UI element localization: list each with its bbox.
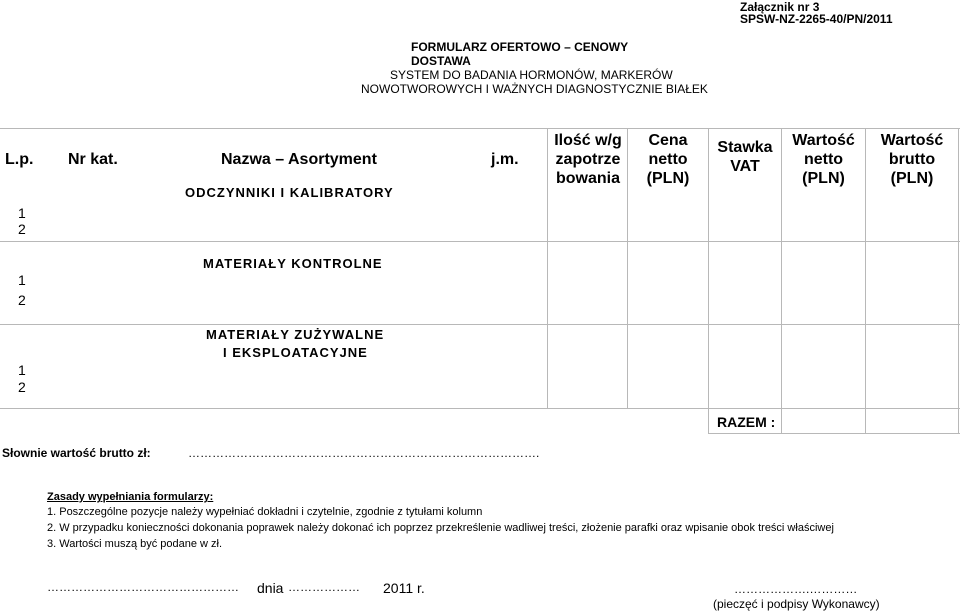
header-ilosc (549, 131, 627, 188)
grid-line (0, 128, 960, 129)
row-number: 2 (18, 221, 26, 237)
rules-item: 2. W przypadku konieczności dokonania poprawek należy dokonać ich poprzez przekreślenie wadliwej treści, złożenie parafki oraz wpisanie obok treści właściwej (47, 522, 834, 534)
rules-item: 3. Wartości muszą być podane w zł. (47, 538, 223, 550)
header-netto-line2: netto (803, 151, 844, 168)
form-title: FORMULARZ OFERTOWO – CENOWY (411, 40, 629, 54)
header-cena-line1: Cena (648, 132, 688, 149)
header-brutto-line2: brutto (888, 151, 936, 168)
total-label: RAZEM : (717, 414, 776, 430)
grid-line (0, 324, 960, 325)
grid-line (958, 128, 959, 434)
header-vat-line2: VAT (730, 158, 760, 175)
form-subtitle: DOSTAWA (411, 54, 471, 68)
header-brutto-line1: Wartość (880, 132, 944, 149)
section-title-line2: I EKSPLOATACYJNE (223, 345, 368, 360)
header-jm: j.m. (491, 151, 519, 168)
form-description-line2: NOWOTWOROWYCH I WAŻNYCH DIAGNOSTYCZNIE BIAŁEK (361, 82, 708, 96)
header-vat-line1: Stawka (717, 139, 773, 156)
header-nr-kat: Nr kat. (68, 151, 118, 168)
header-cena (628, 131, 708, 188)
grid-line (0, 241, 960, 242)
rules-item: 1. Poszczególne pozycje należy wypełniać dokładni i czytelnie, zgodnie z tytułami kolumn (47, 506, 483, 518)
header-ilosc-line3: bowania (555, 170, 620, 187)
year-label: 2011 r. (383, 580, 425, 596)
grid-line (0, 408, 960, 409)
header-wartosc-netto (782, 131, 865, 188)
row-number: 1 (18, 205, 26, 221)
place-field[interactable]: ………………………………………… (47, 580, 239, 594)
header-vat (709, 138, 781, 176)
header-nazwa: Nazwa – Asortyment (221, 151, 377, 168)
row-number: 2 (18, 379, 26, 395)
form-description-line1: SYSTEM DO BADANIA HORMONÓW, MARKERÓW (390, 68, 673, 82)
section-title: MATERIAŁY ZUŻYWALNE (206, 327, 385, 342)
header-ilosc-line2: zapotrze (555, 151, 621, 168)
header-cena-line2: netto (648, 151, 688, 168)
row-number: 2 (18, 292, 26, 308)
header-cena-line3: (PLN) (646, 170, 690, 187)
attachment-reference: SPSW-NZ-2265-40/PN/2011 (740, 12, 893, 26)
amount-in-words-label: Słownie wartość brutto zł: (2, 446, 151, 460)
row-number: 1 (18, 362, 26, 378)
attachment-number: Załącznik nr 3 (740, 0, 820, 14)
rules-title: Zasady wypełniania formularzy: (47, 491, 214, 503)
header-ilosc-line1: Ilość w/g (554, 132, 622, 149)
signature-field[interactable]: ……………….………… (734, 582, 858, 596)
grid-line (547, 128, 548, 409)
grid-line (709, 433, 960, 434)
header-brutto-line3: (PLN) (890, 170, 934, 187)
header-netto-line3: (PLN) (802, 170, 845, 187)
section-title: ODCZYNNIKI I KALIBRATORY (185, 185, 394, 200)
date-label: dnia (257, 580, 284, 596)
header-lp: L.p. (5, 151, 34, 168)
row-number: 1 (18, 272, 26, 288)
header-netto-line1: Wartość (792, 132, 855, 149)
amount-in-words-field[interactable]: ……………………………………………………………………………. (188, 446, 540, 460)
section-title: MATERIAŁY KONTROLNE (203, 256, 383, 271)
signature-label: (pieczęć i podpisy Wykonawcy) (713, 597, 880, 611)
header-wartosc-brutto (866, 131, 958, 188)
date-field[interactable]: ……………… (288, 580, 360, 594)
